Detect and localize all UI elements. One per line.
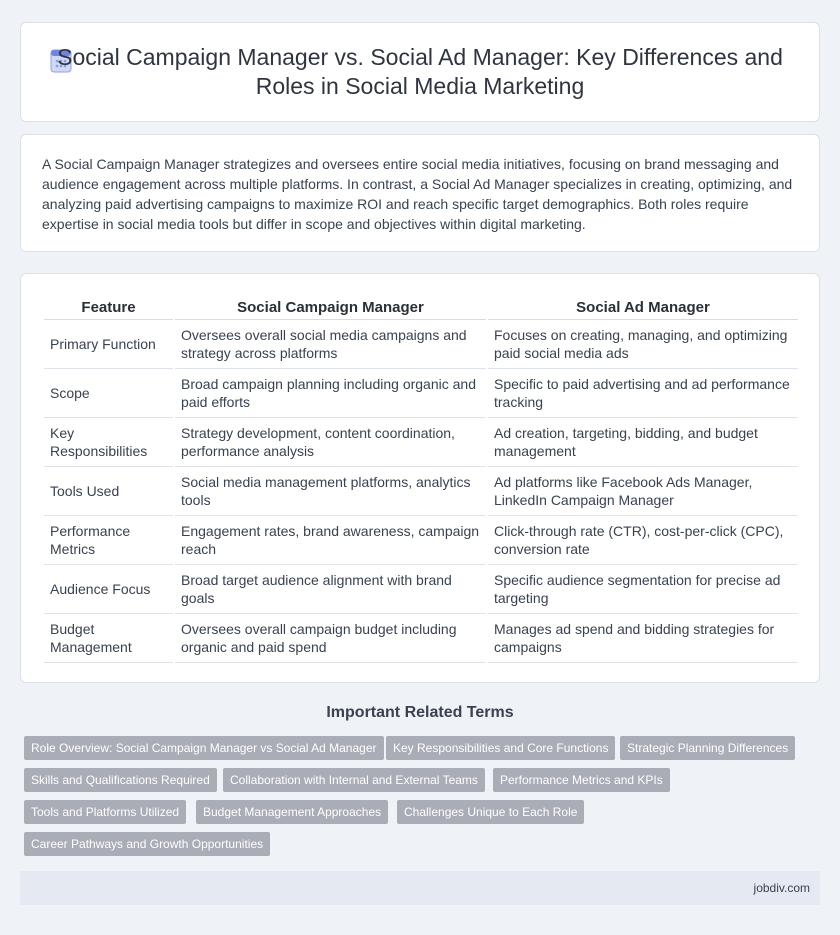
related-tag-career[interactable]: Career Pathways and Growth Opportunities xyxy=(24,832,270,856)
table-row xyxy=(44,467,798,516)
intro-paragraph: A Social Campaign Manager strategizes and oversees entire social media initiatives, focusing on brand messaging and audience engagement across multiple platforms. In contrast, a Social Ad Manager specializes in creating, optimizing, and analyzing paid advertising campaigns to maximize ROI and reach specific target demographics. Both roles require expertise in social media tools but differ in scope and objectives within digital marketing. xyxy=(42,156,793,232)
related-tag-skills[interactable]: Skills and Qualifications Required xyxy=(24,768,217,792)
feature-cell: Performance Metrics xyxy=(44,516,173,565)
page-title: Social Campaign Manager vs. Social Ad Manager: Key Differences and Roles in Social Media Marketing xyxy=(57,44,783,99)
header-social-ad-manager: Social Ad Manager xyxy=(488,294,798,320)
header-feature: Feature xyxy=(44,294,173,320)
feature-cell: Tools Used xyxy=(44,467,173,516)
title-card xyxy=(20,22,820,122)
ad-manager-cell: Manages ad spend and bidding strategies for campaigns xyxy=(488,614,798,663)
related-tag-strategic-planning[interactable]: Strategic Planning Differences xyxy=(620,736,795,760)
campaign-manager-cell: Broad target audience alignment with brand goals xyxy=(175,565,486,614)
campaign-manager-cell: Engagement rates, brand awareness, campaign reach xyxy=(175,516,486,565)
campaign-manager-cell: Oversees overall campaign budget including organic and paid spend xyxy=(175,614,486,663)
feature-cell: Primary Function xyxy=(44,320,173,369)
comparison-card xyxy=(20,273,820,683)
campaign-manager-cell: Oversees overall social media campaigns and strategy across platforms xyxy=(175,320,486,369)
related-tag-challenges[interactable]: Challenges Unique to Each Role xyxy=(397,800,584,824)
feature-cell: Audience Focus xyxy=(44,565,173,614)
ad-manager-cell: Specific audience segmentation for precise ad targeting xyxy=(488,565,798,614)
ad-manager-cell: Specific to paid advertising and ad performance tracking xyxy=(488,369,798,418)
table-row xyxy=(44,614,798,663)
related-tag-budget[interactable]: Budget Management Approaches xyxy=(196,800,388,824)
related-tag-tools[interactable]: Tools and Platforms Utilized xyxy=(24,800,186,824)
ad-manager-cell: Ad creation, targeting, bidding, and budget management xyxy=(488,418,798,467)
ad-manager-cell: Click-through rate (CTR), cost-per-click (CPC), conversion rate xyxy=(488,516,798,565)
footer-site-link[interactable]: jobdiv.com xyxy=(753,881,810,895)
feature-cell: Scope xyxy=(44,369,173,418)
related-tag-collaboration[interactable]: Collaboration with Internal and External Teams xyxy=(223,768,485,792)
header-social-campaign-manager: Social Campaign Manager xyxy=(175,294,486,320)
table-row xyxy=(44,565,798,614)
ad-manager-cell: Focuses on creating, managing, and optimizing paid social media ads xyxy=(488,320,798,369)
related-terms-heading: Important Related Terms xyxy=(326,704,514,721)
ad-manager-cell: Ad platforms like Facebook Ads Manager, LinkedIn Campaign Manager xyxy=(488,467,798,516)
table-row xyxy=(44,369,798,418)
related-tag-performance-metrics[interactable]: Performance Metrics and KPIs xyxy=(493,768,670,792)
intro-card xyxy=(20,134,820,252)
table-row xyxy=(44,418,798,467)
table-row xyxy=(44,516,798,565)
campaign-manager-cell: Broad campaign planning including organic and paid efforts xyxy=(175,369,486,418)
related-tag-key-responsibilities[interactable]: Key Responsibilities and Core Functions xyxy=(386,736,615,760)
feature-cell: Budget Management xyxy=(44,614,173,663)
table-row xyxy=(44,320,798,369)
campaign-manager-cell: Strategy development, content coordination, performance analysis xyxy=(175,418,486,467)
campaign-manager-cell: Social media management platforms, analytics tools xyxy=(175,467,486,516)
footer xyxy=(20,871,820,905)
comparison-table xyxy=(42,294,800,663)
table-header-row xyxy=(44,294,798,320)
related-tag-role-overview[interactable]: Role Overview: Social Campaign Manager vs Social Ad Manager xyxy=(24,736,384,760)
feature-cell: Key Responsibilities xyxy=(44,418,173,467)
